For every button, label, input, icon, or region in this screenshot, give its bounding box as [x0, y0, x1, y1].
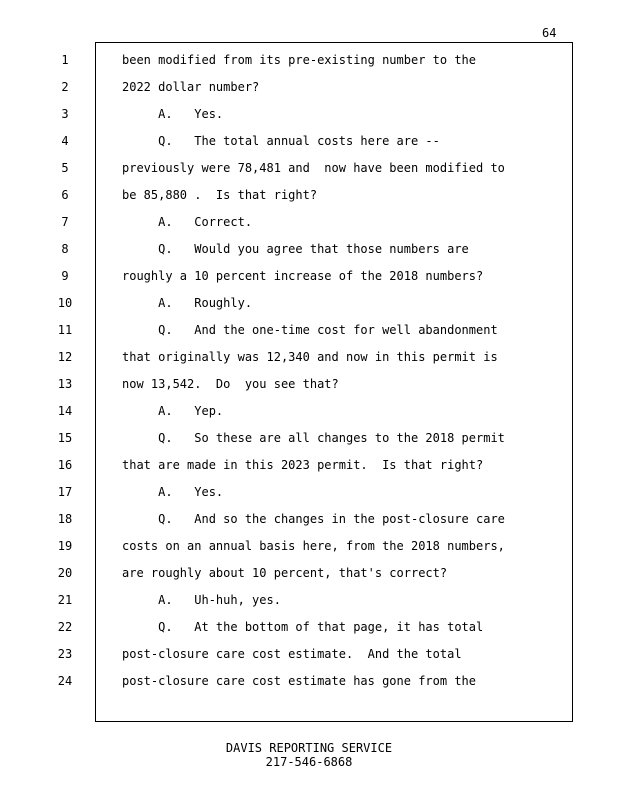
line-number: 1 [61, 53, 69, 67]
line-number: 16 [57, 458, 73, 472]
line-number: 13 [57, 377, 73, 391]
line-text: previously were 78,481 and now have been modified to [122, 161, 505, 175]
line-number: 11 [57, 323, 73, 337]
line-number: 5 [61, 161, 69, 175]
line-number: 19 [57, 539, 73, 553]
line-text: Q. And the one-time cost for well abandonment [122, 323, 498, 337]
line-text: A. Yes. [122, 107, 224, 121]
line-text: been modified from its pre-existing number to the [122, 53, 477, 67]
line-text: costs on an annual basis here, from the 2018 numbers, [122, 539, 505, 553]
line-number: 23 [57, 647, 73, 661]
line-text: Q. The total annual costs here are -- [122, 134, 440, 148]
line-number: 2 [61, 80, 69, 94]
line-number: 12 [57, 350, 73, 364]
footer [0, 741, 618, 769]
line-text: A. Correct. [122, 215, 253, 229]
line-number: 15 [57, 431, 73, 445]
line-number: 6 [61, 188, 69, 202]
line-text: 2022 dollar number? [122, 80, 260, 94]
line-number: 22 [57, 620, 73, 634]
line-number: 8 [61, 242, 69, 256]
line-number: 20 [57, 566, 73, 580]
page-number: 64 [542, 26, 557, 40]
line-text: Q. So these are all changes to the 2018 permit [122, 431, 505, 445]
line-text: A. Roughly. [122, 296, 253, 310]
line-text: Q. And so the changes in the post-closure care [122, 512, 505, 526]
line-number: 18 [57, 512, 73, 526]
line-text: now 13,542. Do you see that? [122, 377, 339, 391]
line-text: Q. At the bottom of that page, it has total [122, 620, 484, 634]
line-text: post-closure care cost estimate. And the total [122, 647, 462, 661]
line-text: be 85,880 . Is that right? [122, 188, 318, 202]
line-number: 10 [57, 296, 73, 310]
line-text: post-closure care cost estimate has gone from the [122, 674, 477, 688]
line-number: 3 [61, 107, 69, 121]
line-text: A. Yep. [122, 404, 224, 418]
line-number: 24 [57, 674, 73, 688]
line-number: 7 [61, 215, 69, 229]
line-text: that are made in this 2023 permit. Is that right? [122, 458, 484, 472]
line-number: 4 [61, 134, 69, 148]
line-number: 9 [61, 269, 69, 283]
line-text: roughly a 10 percent increase of the 2018 numbers? [122, 269, 484, 283]
line-text: Q. Would you agree that those numbers are [122, 242, 469, 256]
line-number: 21 [57, 593, 73, 607]
line-number: 17 [57, 485, 73, 499]
line-text: A. Uh-huh, yes. [122, 593, 281, 607]
line-text: A. Yes. [122, 485, 224, 499]
footer-company: DAVIS REPORTING SERVICE [225, 741, 393, 755]
line-text: are roughly about 10 percent, that's correct? [122, 566, 448, 580]
line-number: 14 [57, 404, 73, 418]
line-text: that originally was 12,340 and now in this permit is [122, 350, 498, 364]
footer-phone: 217-546-6868 [265, 755, 353, 769]
